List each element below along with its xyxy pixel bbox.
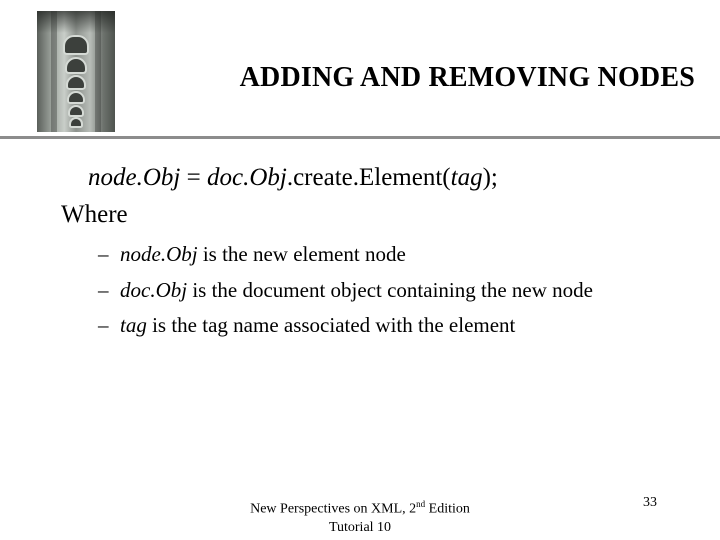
list-item <box>98 240 593 276</box>
photo-arch <box>65 57 87 74</box>
photo-shade <box>37 11 115 33</box>
bullet-text: is the tag name associated with the element <box>146 313 516 337</box>
code-statement <box>88 164 498 192</box>
bullet-dash: – <box>98 277 109 302</box>
header-photo <box>37 11 115 132</box>
code-equals: = <box>180 164 207 191</box>
list-item <box>98 311 593 347</box>
bullet-text: is the new element node <box>197 242 406 266</box>
page-number: 33 <box>643 495 657 510</box>
title-divider <box>0 136 720 139</box>
footer-book-suffix: Edition <box>425 501 470 517</box>
photo-pillar-right <box>95 11 101 132</box>
code-end: ); <box>482 164 498 191</box>
footer-book-prefix: New Perspectives on XML, 2 <box>250 501 417 517</box>
photo-arch <box>68 105 84 117</box>
bullet-term: tag <box>120 313 147 337</box>
footer-tutorial: Tutorial 10 <box>328 519 392 535</box>
definition-list <box>98 240 593 347</box>
where-label: Where <box>61 201 128 228</box>
code-arg-tag: tag <box>450 164 483 191</box>
bullet-dash: – <box>98 313 109 337</box>
code-method: .create.Element( <box>286 164 451 191</box>
bullet-term: doc.Obj <box>120 277 188 302</box>
photo-pillar-left <box>51 11 57 132</box>
bullet-term: node.Obj <box>120 242 198 266</box>
footer-ordinal: nd <box>416 499 426 509</box>
footer-book-info <box>230 495 490 537</box>
code-var-nodeobj: node.Obj <box>88 164 181 191</box>
photo-arch <box>63 35 89 55</box>
code-var-docobj: doc.Obj <box>206 164 287 191</box>
bullet-dash: – <box>98 242 109 266</box>
slide-title: ADDING AND REMOVING NODES <box>239 62 695 93</box>
photo-arch <box>69 117 83 128</box>
photo-arch <box>67 91 85 104</box>
bullet-text: is the document object containing the new node <box>187 277 593 302</box>
footer-book-title <box>230 495 490 519</box>
list-item <box>98 276 593 312</box>
photo-arch <box>66 75 86 90</box>
